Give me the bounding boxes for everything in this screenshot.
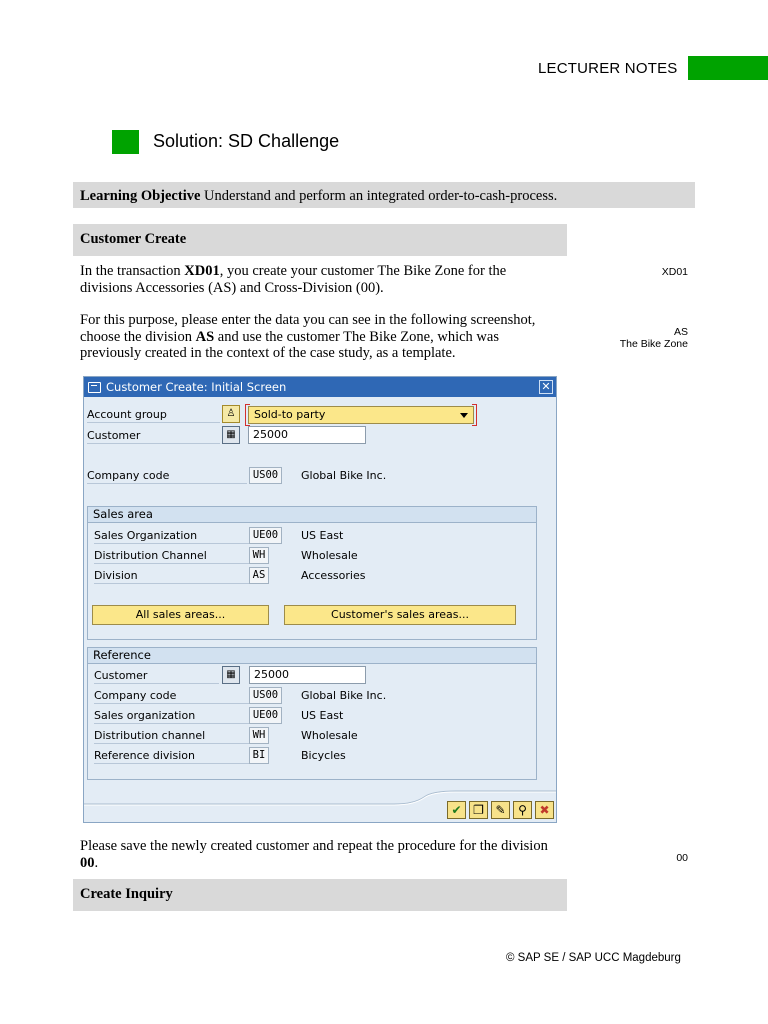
ref-sales-org-text: US East [301, 709, 344, 722]
highlight-bracket-left [245, 404, 250, 426]
account-group-select[interactable] [248, 406, 474, 424]
paragraph-transaction [80, 263, 560, 296]
cancel-icon[interactable]: ✖ [535, 801, 554, 819]
paragraph-save [80, 838, 560, 871]
paragraph-text: . [94, 854, 99, 871]
ref-company-code-input[interactable]: US00 [249, 687, 282, 704]
transaction-code: XD01 [184, 263, 220, 279]
ref-distribution-channel-input[interactable]: WH [249, 727, 269, 744]
ref-company-code-label: Company code [94, 687, 249, 704]
reference-title: Reference [88, 648, 536, 664]
learning-objective [73, 182, 695, 208]
distribution-channel-text: Wholesale [301, 549, 358, 562]
learning-objective-text: Understand and perform an integrated order-to-cash-process. [200, 188, 558, 204]
ref-distribution-channel-text: Wholesale [301, 729, 358, 742]
paragraph-text: , you create your customer The Bike Zone for the divisions Accessories (AS) and Cross-Division (00). [80, 263, 507, 296]
section-customer-create: Customer Create [73, 224, 567, 256]
distribution-channel-label: Distribution Channel [94, 547, 249, 564]
paragraph-text: For this purpose, please enter the data you can see in the following screenshot, choose the division [80, 312, 536, 345]
company-code-label: Company code [87, 467, 247, 484]
division-code: 00 [80, 854, 95, 871]
title-green-square [112, 130, 139, 154]
lecturer-notes-label: LECTURER NOTES [538, 60, 678, 77]
section-create-inquiry: Create Inquiry [73, 879, 567, 911]
ref-company-code-text: Global Bike Inc. [301, 689, 387, 702]
edit-icon[interactable]: ✎ [491, 801, 510, 819]
company-code-input[interactable]: US00 [249, 467, 282, 484]
division-input[interactable]: AS [249, 567, 269, 584]
window-icon [88, 382, 101, 393]
ref-customer-input[interactable]: 25000 [249, 666, 366, 684]
search-icon[interactable]: ⚲ [513, 801, 532, 819]
check-icon[interactable]: ✔ [447, 801, 466, 819]
ref-customer-label: Customer [94, 667, 219, 684]
ref-division-text: Bicycles [301, 749, 346, 762]
sap-window-title: Customer Create: Initial Screen [106, 380, 287, 394]
paragraph-text: In the transaction [80, 263, 185, 279]
account-group-value: Sold-to party [254, 408, 326, 421]
customer-input[interactable]: 25000 [248, 426, 366, 444]
chevron-down-icon[interactable] [460, 413, 468, 418]
paragraph-purpose [80, 312, 560, 362]
sales-org-text: US East [301, 529, 344, 542]
all-sales-areas-button[interactable]: All sales areas... [92, 605, 269, 625]
margin-note-as: AS [673, 326, 688, 338]
binoculars-icon[interactable]: ▦ [222, 426, 240, 444]
margin-note-xd01: XD01 [661, 266, 688, 278]
division-text: Accessories [301, 569, 366, 582]
copy-icon[interactable]: ❐ [469, 801, 488, 819]
ref-sales-org-label: Sales organization [94, 707, 249, 724]
margin-note-00: 00 [676, 852, 688, 864]
sales-area-title: Sales area [88, 507, 536, 523]
ref-sales-org-input[interactable]: UE00 [249, 707, 282, 724]
learning-objective-label: Learning Objective [80, 188, 201, 204]
account-group-label: Account group [87, 406, 220, 423]
ref-division-input[interactable]: BI [249, 747, 269, 764]
division-code: AS [195, 328, 215, 345]
sap-customer-create-window [83, 376, 557, 823]
distribution-channel-input[interactable]: WH [249, 547, 269, 564]
customers-sales-areas-button[interactable]: Customer's sales areas... [284, 605, 516, 625]
sap-title-bar [84, 377, 556, 397]
header-green-bar [688, 56, 768, 80]
company-code-text: Global Bike Inc. [301, 469, 387, 482]
sales-org-label: Sales Organization [94, 527, 249, 544]
page-title: Solution: SD Challenge [153, 131, 340, 151]
paragraph-text: Please save the newly created customer and repeat the procedure for the division [80, 838, 548, 854]
sales-org-input[interactable]: UE00 [249, 527, 282, 544]
division-label: Division [94, 567, 249, 584]
ref-distribution-channel-label: Distribution channel [94, 727, 249, 744]
person-icon[interactable]: ♙ [222, 405, 240, 423]
close-icon[interactable]: ✕ [539, 380, 553, 394]
binoculars-icon[interactable]: ▦ [222, 666, 240, 684]
ref-division-label: Reference division [94, 747, 249, 764]
margin-note-bike-zone: The Bike Zone [619, 338, 688, 350]
customer-label: Customer [87, 427, 220, 444]
paragraph-text: and use the customer The Bike Zone, which was previously created in the context of the case study, as a template. [80, 328, 499, 361]
copyright-footer: © SAP SE / SAP UCC Magdeburg [506, 952, 681, 964]
highlight-bracket-right [472, 404, 477, 426]
